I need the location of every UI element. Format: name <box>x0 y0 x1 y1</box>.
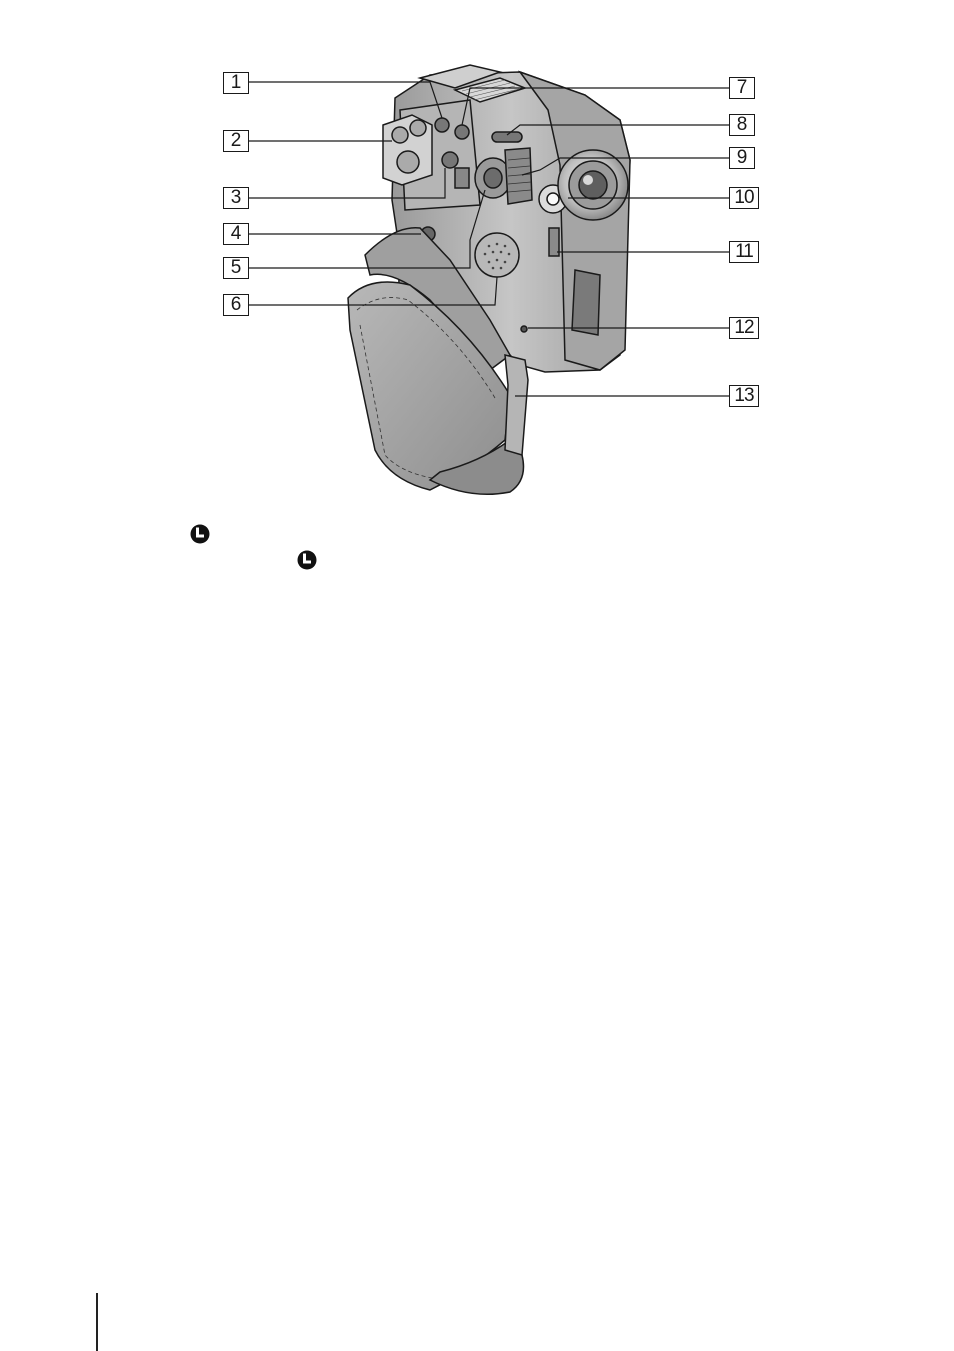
page-margin-rule <box>96 1293 98 1351</box>
callout-1: 1 <box>223 72 249 94</box>
callout-3: 3 <box>223 187 249 209</box>
note-icon <box>297 550 317 570</box>
callout-10: 10 <box>729 187 759 209</box>
callout-8: 8 <box>729 114 755 136</box>
callout-5: 5 <box>223 257 249 279</box>
callout-11: 11 <box>729 241 759 263</box>
note-icon <box>190 524 210 544</box>
callout-2: 2 <box>223 130 249 152</box>
callout-7: 7 <box>729 77 755 99</box>
callout-13: 13 <box>729 385 759 407</box>
callout-9: 9 <box>729 147 755 169</box>
callout-6: 6 <box>223 294 249 316</box>
callout-4: 4 <box>223 223 249 245</box>
callout-12: 12 <box>729 317 759 339</box>
